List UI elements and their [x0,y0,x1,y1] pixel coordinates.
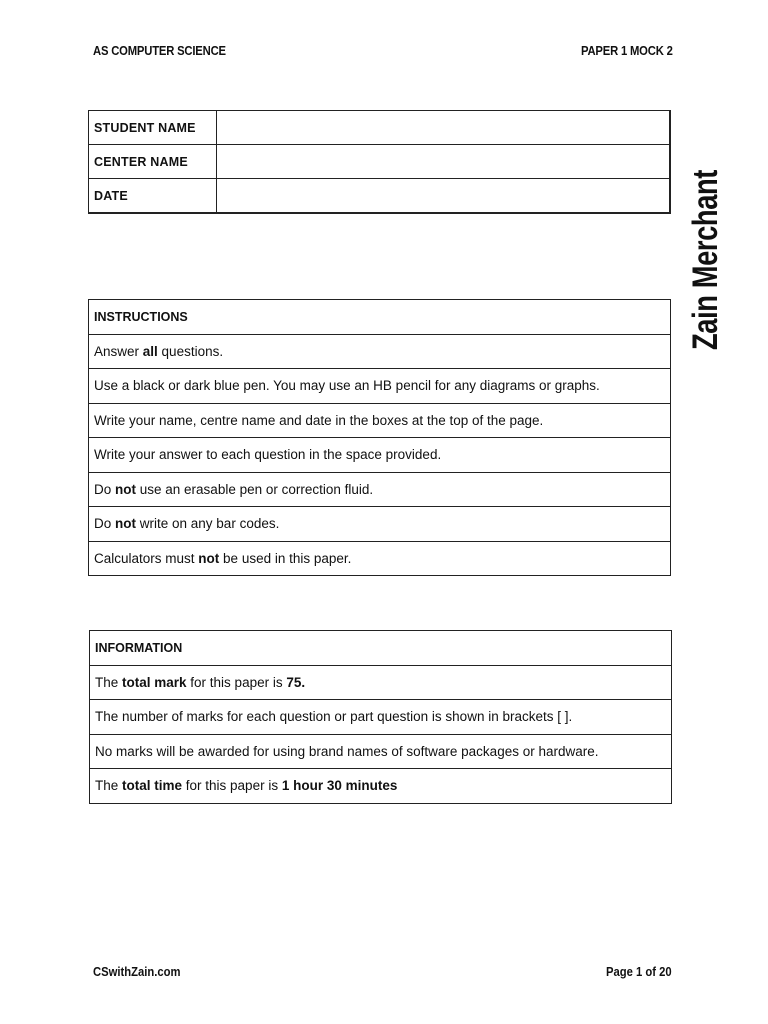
student-name-label: STUDENT NAME [89,111,217,145]
instructions-title: INSTRUCTIONS [89,300,671,335]
information-text: The number of marks for each question or part question is shown in brackets [ ]. [95,709,573,725]
instruction-text: questions. [157,343,224,359]
instruction-emphasis: not [115,481,137,497]
information-row [90,769,672,804]
information-row [90,734,672,769]
center-name-label: CENTER NAME [89,145,217,179]
instruction-row [89,507,671,542]
instruction-emphasis: not [198,550,220,566]
center-name-row [89,145,671,179]
instruction-text: Do [94,516,116,532]
instruction-text: Write your name, centre name and date in the boxes at the top of the page. [94,412,544,428]
instruction-emphasis: not [115,516,137,532]
instruction-text: Write your answer to each question in the space provided. [94,447,442,463]
instruction-row [89,403,671,438]
instruction-row [89,541,671,576]
instruction-row [89,334,671,369]
date-row [89,179,671,214]
instruction-text: write on any bar codes. [136,516,280,532]
instruction-row [89,438,671,473]
student-name-row [89,111,671,145]
author-name: Zain Merchant [686,170,725,350]
information-emphasis: 75. [286,674,306,690]
instruction-row [89,472,671,507]
footer-page-number: Page 1 of 20 [606,965,672,979]
information-table [89,630,672,804]
instruction-row [89,369,671,404]
footer-website: CSwithZain.com [93,965,181,979]
information-text: The [95,674,123,690]
information-row [90,665,672,700]
instruction-emphasis: all [142,343,158,359]
information-emphasis: total time [122,778,183,794]
instruction-text: use an erasable pen or correction fluid. [136,481,374,497]
header-paper: PAPER 1 MOCK 2 [581,44,673,58]
information-row [90,700,672,735]
student-name-field[interactable] [217,111,671,145]
information-text: for this paper is [182,778,282,794]
information-emphasis: total mark [122,674,187,690]
information-text: The [95,778,123,794]
information-emphasis: 1 hour 30 minutes [281,778,398,794]
center-name-field[interactable] [217,145,671,179]
date-label: DATE [89,179,217,214]
date-field[interactable] [217,179,671,214]
instruction-text: Calculators must [94,550,199,566]
author-watermark [688,150,724,370]
information-title: INFORMATION [90,631,672,666]
instruction-text: Do [94,481,116,497]
header-subject: AS COMPUTER SCIENCE [93,44,226,58]
instruction-text: be used in this paper. [219,550,352,566]
instructions-table [88,299,671,576]
instruction-text: Answer [94,343,143,359]
student-details-table [88,110,671,214]
information-text: No marks will be awarded for using brand names of software packages or hardware. [95,743,599,759]
instruction-text: Use a black or dark blue pen. You may use an HB pencil for any diagrams or graphs. [94,378,600,394]
information-text: for this paper is [186,674,287,690]
